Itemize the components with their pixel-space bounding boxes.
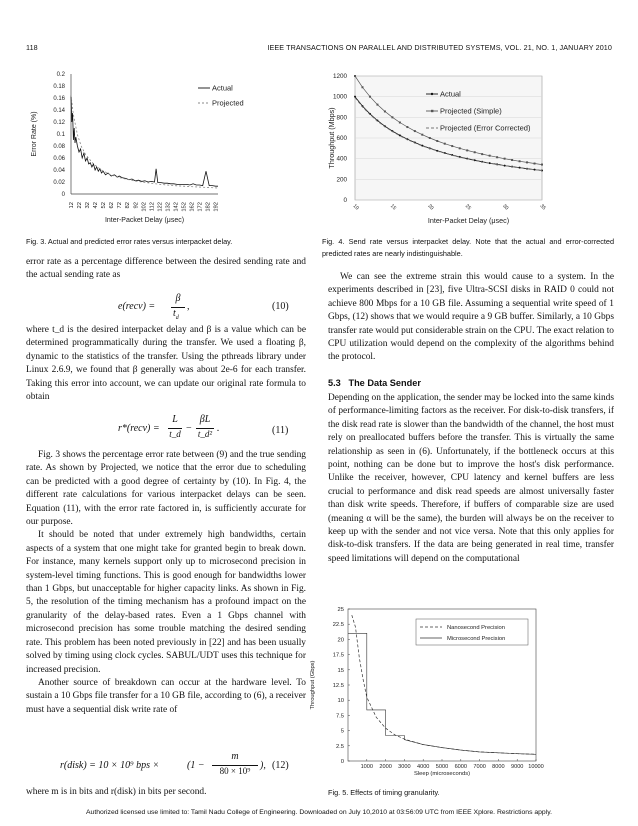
equation-11-number: (11) xyxy=(272,425,289,436)
y-tick-label: 600 xyxy=(336,135,347,142)
data-point xyxy=(354,96,356,98)
x-tick-label: 8000 xyxy=(492,764,505,770)
x-tick-label: 52 xyxy=(101,202,108,209)
data-point xyxy=(436,140,438,142)
legend-label: Actual xyxy=(440,89,461,99)
y-tick-label: 1000 xyxy=(332,93,347,101)
x-tick-label: 5000 xyxy=(435,764,449,770)
page-number: 118 xyxy=(26,43,38,52)
data-point xyxy=(481,153,483,155)
x-tick-label: 32 xyxy=(85,202,92,209)
legend-label: Projected (Error Corrected) xyxy=(440,123,531,133)
eq11-b-den: t_d² xyxy=(197,429,213,439)
y-tick-label: 0.1 xyxy=(56,132,65,138)
x-tick-label: 15 xyxy=(389,203,398,212)
figure-5-chart xyxy=(302,603,554,779)
legend-label: Actual xyxy=(212,83,233,93)
y-axis-label: Throughput (Gbps) xyxy=(310,660,316,710)
x-tick-label: 162 xyxy=(189,202,196,212)
y-tick-label: 0.16 xyxy=(53,96,65,102)
y-tick-label: 0.08 xyxy=(53,144,65,150)
y-tick-label: 0.06 xyxy=(53,156,65,162)
x-tick-label: 72 xyxy=(117,202,124,209)
data-point xyxy=(534,169,536,171)
x-tick-label: 112 xyxy=(149,202,156,212)
data-point xyxy=(504,158,506,160)
legend-label: Projected (Simple) xyxy=(440,106,502,116)
y-tick-label: 200 xyxy=(336,176,347,184)
series-actual-line xyxy=(71,95,218,186)
left-para-1: error rate as a percentage difference between the desired sending rate and the actual sending rate as xyxy=(26,257,306,281)
figure-4-chart xyxy=(322,66,614,232)
figure-3-chart xyxy=(26,66,306,232)
left-para-3: Fig. 3 shows the percentage error rate between (9) and the true sending rate. As shown by Projected, we notice that the error due to scheduling can be predicted with a good degree of certainty by (10). In Fig. 4, the different rate calculations for various interpacket delays can be seen. Equation (11), with the error rate factored in, is sufficiently accurate for our purpose. It should be noted that under extremely high bandwidths, certain aspects of a system that one might take for granted begin to break down. For instance, many kernels support only up to microsecond precision in system-level timing functions. This is good enough for bandwidths lower than 1 Gbps, but unacceptable for higher capacity links. As shown in Fig. 5, the resolution of the timing mechanism has a profound impact on the granularity of the delay-based rates. Even a 1 Gbps channel with microsecond precision has some trouble matching the desired sending rate. This problem has been noted previously in [22] and has been usually solved by timing using clock cycles. SABUL/UDT uses this technique for increased precision. Another source of breakdown can occur at the hardware level. To sustain a 10 Gbps file transfer for a 10 GB file, according to (6), a receiver must have a sequential disk write rate of xyxy=(26,450,306,715)
eq12-close: ), xyxy=(260,760,266,771)
eq11-b-num: βL xyxy=(199,414,211,425)
data-point xyxy=(354,75,356,77)
y-tick-label: 0.02 xyxy=(53,180,65,186)
x-tick-label: 122 xyxy=(157,202,164,212)
x-tick-label: 102 xyxy=(141,202,148,212)
y-tick-label: 10 xyxy=(337,698,344,705)
x-tick-label: 82 xyxy=(125,202,132,209)
data-point xyxy=(406,126,408,128)
x-tick-label: 92 xyxy=(133,202,140,209)
data-point xyxy=(384,110,386,112)
x-tick-label: 182 xyxy=(205,202,212,212)
series-projected-line xyxy=(71,95,218,188)
x-tick-label: 62 xyxy=(109,202,116,209)
eq12-num: m xyxy=(231,751,239,762)
data-point xyxy=(534,163,536,165)
x-tick-label: 9000 xyxy=(510,764,524,770)
eq11-a-den: t_d xyxy=(169,429,181,439)
data-point xyxy=(376,104,378,106)
x-tick-label: 42 xyxy=(93,202,100,209)
x-axis-label: Inter-Packet Delay (μsec) xyxy=(427,216,510,225)
x-tick-label: 4000 xyxy=(416,764,430,770)
eq10-den: $t_d$ xyxy=(173,308,179,321)
data-point xyxy=(391,116,393,118)
legend-label: Microsecond Precision xyxy=(447,636,506,642)
y-tick-label: 1200 xyxy=(332,73,347,80)
x-tick-label: 172 xyxy=(197,202,204,212)
y-tick-label: 0 xyxy=(343,197,347,204)
x-tick-label: 12 xyxy=(69,202,75,209)
y-tick-label: 0.12 xyxy=(53,120,65,126)
eq12-open: (1 − xyxy=(187,760,205,771)
left-para-2: where t_d is the desired interpacket delay and β is a value which can be determined programmatically during the transfer. We used a floating β, dynamic to the statistics of the transfer. Using the pthreads library under Linux 2.6.9, we found that β generally was about 2e-6 for each transfer. Taking this error into account, we can update our original rate formula to obtain xyxy=(26,325,306,403)
x-tick-label: 192 xyxy=(213,202,220,212)
y-tick-label: 2.5 xyxy=(335,743,344,750)
data-point xyxy=(474,151,476,153)
data-point xyxy=(504,165,506,167)
equation-12-number: (12) xyxy=(272,760,289,771)
figure-4-caption: Fig. 4. Send rate versus interpacket delay. Note that the actual and error-corrected predicted rates are nearly indistinguishable. xyxy=(322,237,614,258)
y-tick-label: 0.18 xyxy=(53,84,65,90)
eq11-tail: . xyxy=(217,423,220,434)
data-point xyxy=(451,145,453,147)
x-tick-label: 1000 xyxy=(360,764,374,770)
y-tick-label: 5 xyxy=(340,728,344,735)
data-point xyxy=(444,143,446,145)
legend-marker xyxy=(431,93,433,95)
journal-header: IEEE TRANSACTIONS ON PARALLEL AND DISTRIBUTED SYSTEMS, VOL. 21, NO. 1, JANUARY 2010 xyxy=(267,43,612,52)
data-point xyxy=(519,160,521,162)
y-tick-label: 20 xyxy=(337,637,344,644)
y-tick-label: 12.5 xyxy=(332,683,344,689)
x-tick-label: 7000 xyxy=(473,764,486,770)
data-point xyxy=(489,155,491,157)
eq10-tail: , xyxy=(187,301,190,312)
series-line xyxy=(348,633,536,754)
x-tick-label: 25 xyxy=(463,203,472,212)
section-heading: 5.3 The Data Sender xyxy=(328,378,421,388)
y-tick-label: 17.5 xyxy=(332,652,344,659)
right-para-2: Depending on the application, the sender may be locked into the same kinds of performance-limiting factors as the receiver. For disk-to-disk transfers, if the disk read rate is slower than the bandwidth of the channel, the host must rely on preallocated buffers before the transfer. This is virtually the same relationship as seen in (6). Unfortunately, if the bottleneck occurs at this point, nothing can be done but to improve the host's disk performance. Unlike the receiver, however, CPU latency and kernel buffers are less crucial to performance and disk read speeds are almost universally faster than disk write speeds. Therefore, if buffers of comparable size are used (meaning α will be the same), the burden will always be on the receiver to keep up with the sender and not vice versa. Note that this only applies for disk-to-disk transfers. If the data are being generated in real time, transfer speed limitations will depend on the computational xyxy=(328,393,614,564)
y-tick-label: 0 xyxy=(340,759,344,765)
left-para-6: where m is in bits and r(disk) in bits per second. xyxy=(26,787,207,797)
y-tick-label: 400 xyxy=(336,155,347,163)
data-point xyxy=(541,164,543,166)
x-tick-label: 10000 xyxy=(528,764,544,770)
x-tick-label: 22 xyxy=(77,202,84,209)
data-point xyxy=(526,161,528,163)
x-tick-label: 132 xyxy=(165,202,172,212)
y-tick-label: 25 xyxy=(337,607,344,613)
footer-license: Authorized licensed use limited to: Tamil Nadu College of Engineering. Downloaded on July 10,2010 at 03:56:09 UTC from IEEE Xplore. Restrictions apply. xyxy=(86,809,552,816)
eq11-lhs: r*(recv) = xyxy=(118,423,160,434)
y-tick-label: 15 xyxy=(337,667,344,674)
x-tick-label: 35 xyxy=(538,203,547,212)
x-tick-label: 6000 xyxy=(454,764,468,770)
y-tick-label: 7.5 xyxy=(335,713,344,720)
figure-3-caption: Fig. 3. Actual and predicted error rates versus interpacket delay. xyxy=(26,237,233,246)
y-tick-label: 22.5 xyxy=(332,622,344,629)
x-tick-label: 142 xyxy=(173,202,180,212)
equation-10-number: (10) xyxy=(272,301,289,312)
data-point xyxy=(361,86,363,88)
eq11-a-num: L xyxy=(172,414,178,425)
y-axis-label: Error Rate (%) xyxy=(31,111,38,157)
data-point xyxy=(399,122,401,124)
data-point xyxy=(421,145,423,147)
data-point xyxy=(421,134,423,136)
eq12-den: 80 × 10⁹ xyxy=(219,766,251,776)
x-tick-label: 3000 xyxy=(398,764,411,770)
x-tick-label: 2000 xyxy=(379,764,392,770)
x-tick-label: 10 xyxy=(351,203,360,212)
eq10-num: β xyxy=(175,293,181,304)
y-tick-label: 800 xyxy=(336,114,347,122)
eq12-lhs: r(disk) = 10 × 10⁹ bps × xyxy=(60,760,160,771)
y-tick-label: 0.04 xyxy=(53,168,65,174)
right-para-1: We can see the extreme strain this would cause to a system. In the experiments described in [23], five Ultra-SCSI disks in RAID 0 could not achieve 800 Mbps for a 10 GB file. Assuming a sequential write speed of 1 Gbps, (12) shows that we would require a 9 GB buffer. Similarly, a 10 Gbps transfer rate would put considerable strain on the CPU. The exact relation to CPU utilization would depend on the complexity of the algorithms behind the protocol. xyxy=(328,272,614,363)
y-tick-label: 0.14 xyxy=(53,108,65,114)
figure-5-caption: Fig. 5. Effects of timing granularity. xyxy=(328,788,440,797)
legend-label: Nanosecond Precision xyxy=(447,625,506,631)
eq10-lhs: e(recv) = xyxy=(118,301,156,312)
y-axis-label: Throughput (Mbps) xyxy=(327,107,336,169)
x-tick-label: 20 xyxy=(426,203,435,212)
x-axis-label: Sleep (microseconds) xyxy=(413,771,471,777)
y-tick-label: 0.2 xyxy=(56,72,65,78)
y-tick-label: 0 xyxy=(61,192,65,198)
x-tick-label: 30 xyxy=(501,203,510,212)
x-tick-label: 152 xyxy=(181,202,188,212)
data-point xyxy=(429,137,431,139)
data-point xyxy=(496,156,498,158)
data-point xyxy=(369,96,371,98)
eq11-minus: − xyxy=(186,423,192,434)
data-point xyxy=(459,147,461,149)
data-point xyxy=(414,130,416,132)
data-point xyxy=(511,159,513,161)
legend-label: Projected xyxy=(212,98,244,108)
x-axis-label: Inter-Packet Delay (μsec) xyxy=(104,217,185,224)
legend-marker xyxy=(431,110,433,112)
data-point xyxy=(466,149,468,151)
data-point xyxy=(519,167,521,169)
